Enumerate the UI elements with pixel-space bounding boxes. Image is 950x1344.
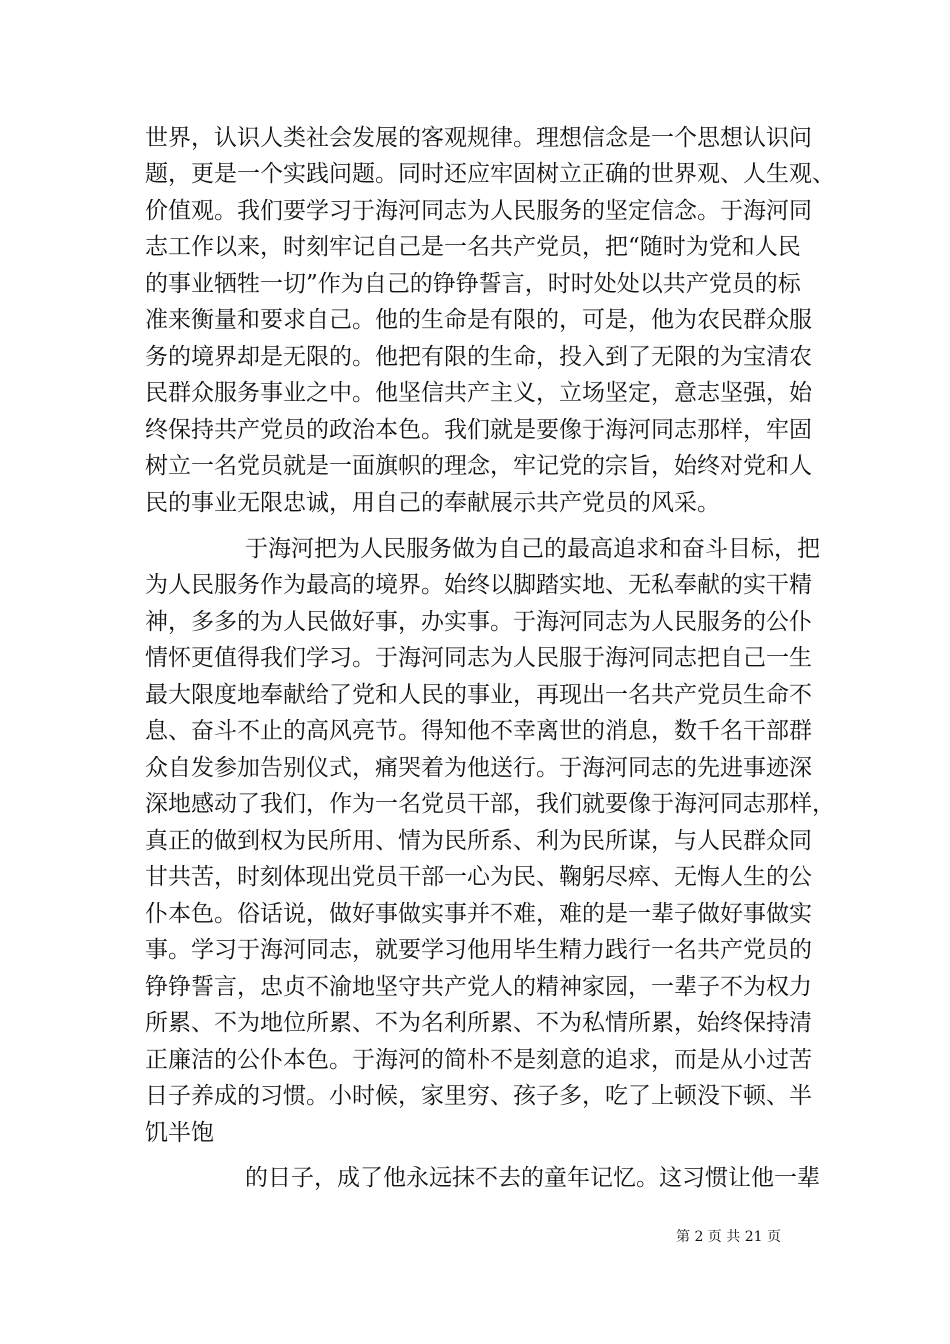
text-line-13: 为人民服务作为最高的境界。始终以脚踏实地、无私奉献的实干精: [145, 572, 812, 598]
text-line-23: 事。学习于海河同志，就要学习他用毕生精力践行一名共产党员的: [145, 937, 812, 963]
text-line-1: 世界，认识人类社会发展的客观规律。理想信念是一个思想认识问: [145, 125, 812, 151]
text-line-22: 仆本色。俗话说，做好事做实事并不难，难的是一辈子做好事做实: [145, 901, 812, 927]
text-line-5: 的事业牺牲一切”作为自己的铮铮誓言，时时处处以共产党员的标: [145, 271, 801, 297]
text-line-19: 深地感动了我们，作为一名党员干部，我们就要像于海河同志那样，: [145, 791, 835, 817]
page-number-footer: 第 2 页 共 21 页: [676, 1229, 781, 1245]
text-line-26: 正廉洁的公仆本色。于海河的简朴不是刻意的追求，而是从小过苦: [145, 1047, 812, 1073]
text-line-15: 情怀更值得我们学习。于海河同志为人民服于海河同志把自己一生: [145, 645, 812, 671]
text-line-12: 于海河把为人民服务做为自己的最高追求和奋斗目标，把: [245, 536, 820, 562]
text-line-14: 神，多多的为人民做好事，办实事。于海河同志为人民服务的公仆: [145, 609, 812, 635]
text-line-11: 民的事业无限忠诚，用自己的奉献展示共产党员的风采。: [145, 490, 720, 516]
text-line-28: 饥半饱: [145, 1120, 214, 1146]
text-line-27: 日子养成的习惯。小时候，家里穷、孩子多，吃了上顿没下顿、半: [145, 1083, 812, 1109]
text-line-20: 真正的做到权为民所用、情为民所系、利为民所谋，与人民群众同: [145, 828, 812, 854]
text-line-4: 志工作以来，时刻牢记自己是一名共产党员，把“随时为党和人民: [145, 234, 801, 260]
text-line-18: 众自发参加告别仪式，痛哭着为他送行。于海河同志的先进事迹深: [145, 755, 812, 781]
text-line-17: 息、奋斗不止的高风亮节。得知他不幸离世的消息，数千名干部群: [145, 718, 812, 744]
text-line-25: 所累、不为地位所累、不为名利所累、不为私情所累，始终保持清: [145, 1010, 812, 1036]
text-line-29: 的日子，成了他永远抹不去的童年记忆。这习惯让他一辈: [245, 1165, 820, 1191]
text-line-24: 铮铮誓言，忠贞不渝地坚守共产党人的精神家园，一辈子不为权力: [145, 974, 812, 1000]
text-line-3: 价值观。我们要学习于海河同志为人民服务的坚定信念。于海河同: [145, 198, 812, 224]
text-line-10: 树立一名党员就是一面旗帜的理念，牢记党的宗旨，始终对党和人: [145, 453, 812, 479]
text-line-6: 准来衡量和要求自己。他的生命是有限的，可是，他为农民群众服: [145, 307, 812, 333]
text-line-7: 务的境界却是无限的。他把有限的生命，投入到了无限的为宝清农: [145, 344, 812, 370]
text-line-16: 最大限度地奉献给了党和人民的事业，再现出一名共产党员生命不: [145, 682, 812, 708]
text-line-9: 终保持共产党员的政治本色。我们就是要像于海河同志那样，牢固: [145, 417, 812, 443]
text-line-21: 甘共苦，时刻体现出党员干部一心为民、鞠躬尽瘁、无悔人生的公: [145, 864, 812, 890]
text-line-8: 民群众服务事业之中。他坚信共产主义，立场坚定，意志坚强，始: [145, 380, 812, 406]
text-line-2: 题，更是一个实践问题。同时还应牢固树立正确的世界观、人生观、: [145, 161, 835, 187]
